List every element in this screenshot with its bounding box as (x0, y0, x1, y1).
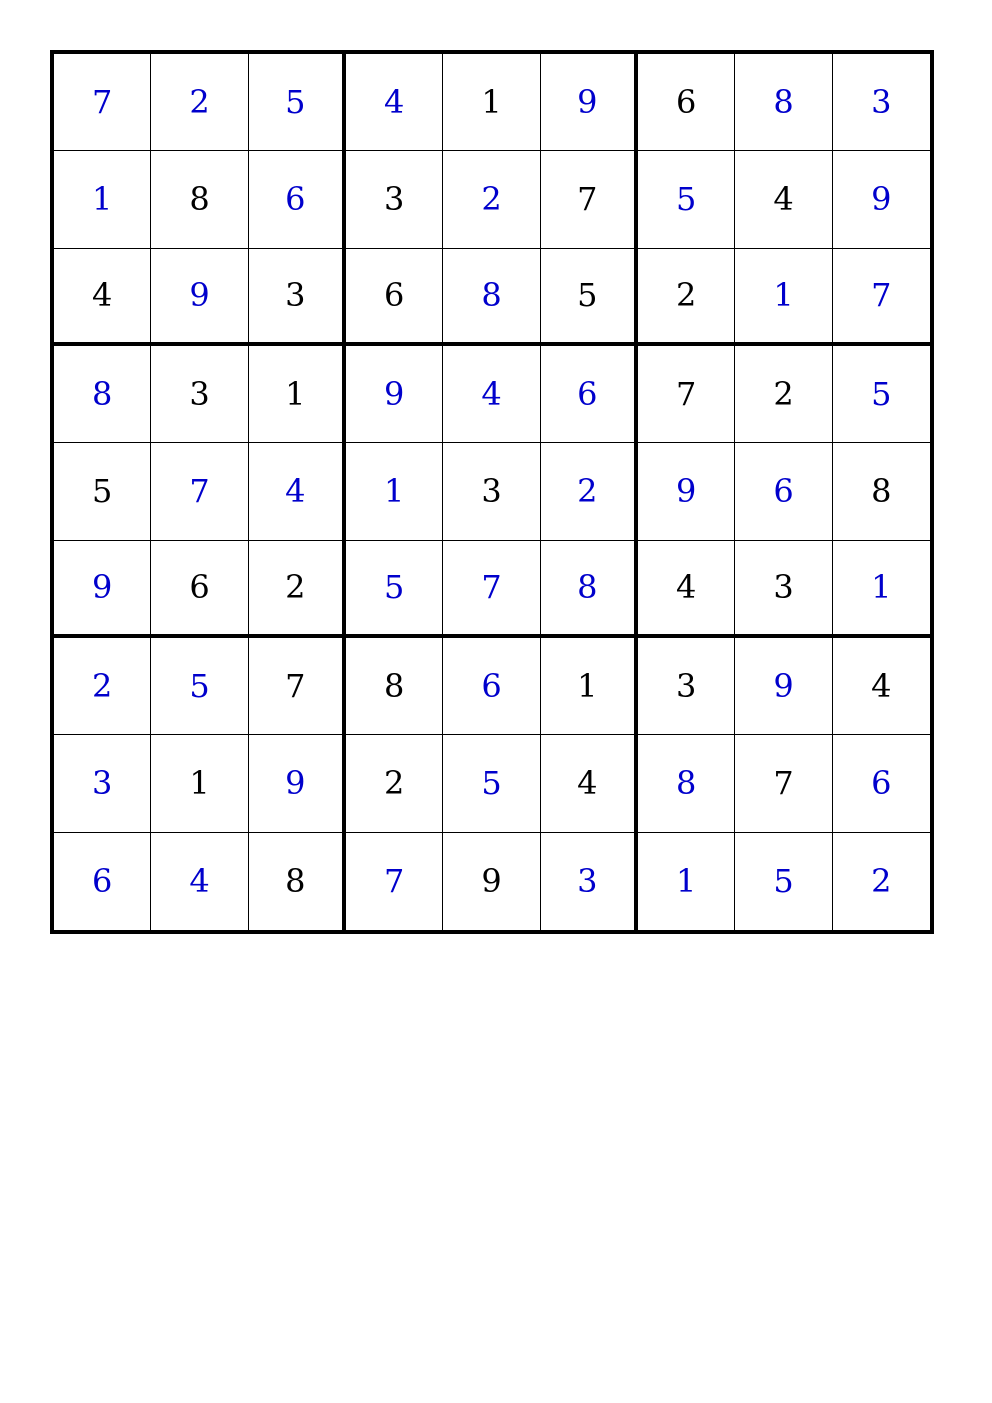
sudoku-cell-r1c4-filled[interactable]: 4 (346, 54, 443, 151)
sudoku-cell-r3c9-filled[interactable]: 7 (833, 249, 930, 346)
sudoku-cell-r1c9-filled[interactable]: 3 (833, 54, 930, 151)
sudoku-cell-r4c9-filled[interactable]: 5 (833, 346, 930, 443)
sudoku-cell-r4c3-given: 1 (249, 346, 346, 443)
sudoku-cell-r5c1-given: 5 (54, 443, 151, 540)
sudoku-cell-r7c3-given: 7 (249, 638, 346, 735)
sudoku-cell-r4c7-given: 7 (638, 346, 735, 443)
sudoku-cell-r9c8-filled[interactable]: 5 (735, 833, 832, 930)
sudoku-cell-r5c9-given: 8 (833, 443, 930, 540)
sudoku-cell-r9c6-filled[interactable]: 3 (541, 833, 638, 930)
sudoku-cell-r8c6-given: 4 (541, 735, 638, 832)
sudoku-cell-r9c7-filled[interactable]: 1 (638, 833, 735, 930)
sudoku-cell-r9c3-given: 8 (249, 833, 346, 930)
sudoku-cell-r1c1-filled[interactable]: 7 (54, 54, 151, 151)
sudoku-cell-r6c1-filled[interactable]: 9 (54, 541, 151, 638)
sudoku-cell-r1c5-given: 1 (443, 54, 540, 151)
sudoku-cell-r2c2-given: 8 (151, 151, 248, 248)
sudoku-cell-r4c8-given: 2 (735, 346, 832, 443)
sudoku-cell-r2c3-filled[interactable]: 6 (249, 151, 346, 248)
sudoku-cell-r7c8-filled[interactable]: 9 (735, 638, 832, 735)
sudoku-cell-r8c3-filled[interactable]: 9 (249, 735, 346, 832)
sudoku-cell-r1c6-filled[interactable]: 9 (541, 54, 638, 151)
sudoku-cell-r4c2-given: 3 (151, 346, 248, 443)
sudoku-cell-r7c2-filled[interactable]: 5 (151, 638, 248, 735)
sudoku-cell-r8c7-filled[interactable]: 8 (638, 735, 735, 832)
sudoku-cell-r2c5-filled[interactable]: 2 (443, 151, 540, 248)
sudoku-cell-r3c1-given: 4 (54, 249, 151, 346)
sudoku-cell-r2c6-given: 7 (541, 151, 638, 248)
sudoku-cell-r3c5-filled[interactable]: 8 (443, 249, 540, 346)
sudoku-cell-r2c8-given: 4 (735, 151, 832, 248)
sudoku-cell-r8c4-given: 2 (346, 735, 443, 832)
sudoku-cell-r7c9-given: 4 (833, 638, 930, 735)
sudoku-cell-r1c8-filled[interactable]: 8 (735, 54, 832, 151)
sudoku-cell-r3c6-given: 5 (541, 249, 638, 346)
sudoku-cell-r7c6-given: 1 (541, 638, 638, 735)
sudoku-cell-r2c9-filled[interactable]: 9 (833, 151, 930, 248)
sudoku-cell-r6c3-given: 2 (249, 541, 346, 638)
sudoku-cell-r7c5-filled[interactable]: 6 (443, 638, 540, 735)
sudoku-cell-r9c5-given: 9 (443, 833, 540, 930)
sudoku-cell-r5c3-filled[interactable]: 4 (249, 443, 346, 540)
sudoku-cell-r8c8-given: 7 (735, 735, 832, 832)
sudoku-cell-r7c7-given: 3 (638, 638, 735, 735)
sudoku-cell-r9c1-filled[interactable]: 6 (54, 833, 151, 930)
sudoku-cell-r6c8-given: 3 (735, 541, 832, 638)
sudoku-cell-r6c6-filled[interactable]: 8 (541, 541, 638, 638)
sudoku-cell-r8c1-filled[interactable]: 3 (54, 735, 151, 832)
sudoku-cell-r5c8-filled[interactable]: 6 (735, 443, 832, 540)
sudoku-cell-r5c2-filled[interactable]: 7 (151, 443, 248, 540)
sudoku-cell-r4c6-filled[interactable]: 6 (541, 346, 638, 443)
sudoku-cell-r3c7-given: 2 (638, 249, 735, 346)
sudoku-cell-r3c4-given: 6 (346, 249, 443, 346)
sudoku-cell-r8c5-filled[interactable]: 5 (443, 735, 540, 832)
sudoku-cell-r5c5-given: 3 (443, 443, 540, 540)
sudoku-cell-r6c7-given: 4 (638, 541, 735, 638)
sudoku-cell-r4c1-filled[interactable]: 8 (54, 346, 151, 443)
sudoku-cell-r2c7-filled[interactable]: 5 (638, 151, 735, 248)
sudoku-cell-r2c4-given: 3 (346, 151, 443, 248)
sudoku-cell-r4c4-filled[interactable]: 9 (346, 346, 443, 443)
sudoku-cell-r3c2-filled[interactable]: 9 (151, 249, 248, 346)
sudoku-cell-r3c3-given: 3 (249, 249, 346, 346)
sudoku-cell-r6c4-filled[interactable]: 5 (346, 541, 443, 638)
sudoku-cell-r8c2-given: 1 (151, 735, 248, 832)
sudoku-cell-r8c9-filled[interactable]: 6 (833, 735, 930, 832)
sudoku-cell-r6c2-given: 6 (151, 541, 248, 638)
sudoku-cell-r9c9-filled[interactable]: 2 (871, 862, 892, 901)
sudoku-cell-r1c7-given: 6 (638, 54, 735, 151)
sudoku-cell-r9c2-filled[interactable]: 4 (151, 833, 248, 930)
sudoku-cell-r6c5-filled[interactable]: 7 (443, 541, 540, 638)
sudoku-cell-r7c1-filled[interactable]: 2 (54, 638, 151, 735)
sudoku-board (50, 50, 934, 934)
sudoku-cell-r3c8-filled[interactable]: 1 (735, 249, 832, 346)
sudoku-cell-r5c4-filled[interactable]: 1 (346, 443, 443, 540)
sudoku-cell-r4c5-filled[interactable]: 4 (443, 346, 540, 443)
sudoku-cell-r9c4-filled[interactable]: 7 (346, 833, 443, 930)
sudoku-cell-r1c3-filled[interactable]: 5 (249, 54, 346, 151)
sudoku-cell-r7c4-given: 8 (346, 638, 443, 735)
sudoku-cell-r5c7-filled[interactable]: 9 (638, 443, 735, 540)
sudoku-cell-r6c9-filled[interactable]: 1 (833, 541, 930, 638)
sudoku-cell-r5c6-filled[interactable]: 2 (541, 443, 638, 540)
sudoku-cell-r2c1-filled[interactable]: 1 (54, 151, 151, 248)
sudoku-cell-r1c2-filled[interactable]: 2 (151, 54, 248, 151)
